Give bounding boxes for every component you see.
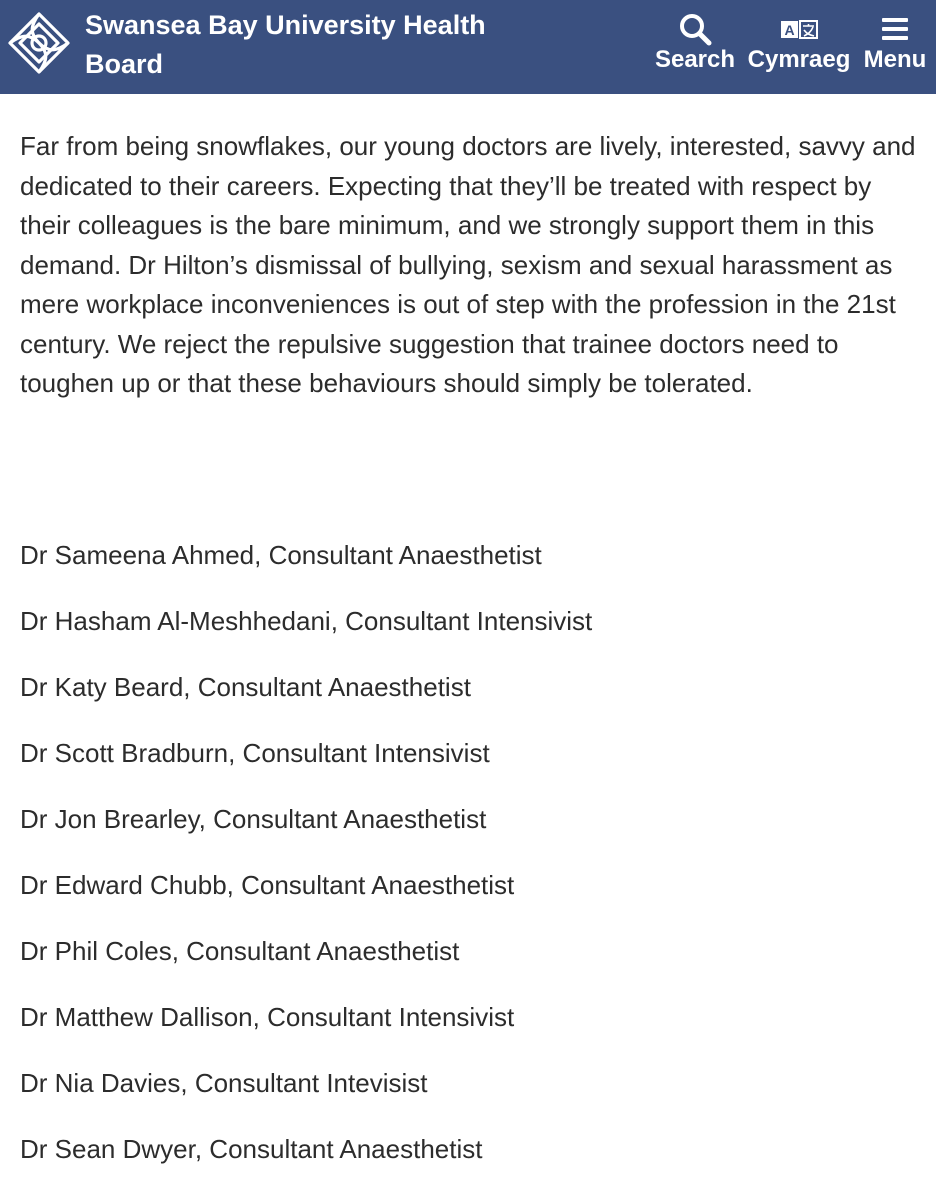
signatory-item: Dr Hasham Al-Meshhedani, Consultant Intensivist bbox=[20, 606, 593, 636]
site-title-line-1: Swansea Bay University Health bbox=[85, 10, 486, 40]
site-title[interactable] bbox=[85, 6, 486, 84]
search-icon bbox=[650, 12, 740, 46]
site-header bbox=[0, 0, 936, 94]
signatory-item: Dr Phil Coles, Consultant Anaesthetist bbox=[20, 936, 460, 966]
signatory-item: Dr Sameena Ahmed, Consultant Anaesthetist bbox=[20, 540, 542, 570]
signatory-item: Dr Scott Bradburn, Consultant Intensivist bbox=[20, 738, 490, 768]
health-board-logo[interactable] bbox=[6, 10, 72, 76]
translate-icon bbox=[744, 12, 854, 46]
article-body bbox=[20, 127, 916, 404]
signatory-item: Dr Jon Brearley, Consultant Anaesthetist bbox=[20, 804, 487, 834]
search-label: Search bbox=[654, 46, 736, 73]
hamburger-menu-icon bbox=[858, 12, 932, 46]
site-title-line-2: Board bbox=[85, 49, 164, 79]
search-button[interactable] bbox=[650, 12, 740, 82]
menu-label: Menu bbox=[863, 46, 927, 73]
article-paragraph: Far from being snowflakes, our young doctors are lively, interested, savvy and dedicated to their careers. Expecting that they’ll be treated with respect by their colleagues is the bare minimum, and we strongly support them in this demand. Dr Hilton’s dismissal of bullying, sexism and sexual harassment as mere workplace inconveniences is out of step with the profession in the 21st century. We reject the repulsive suggestion that trainee doctors need to toughen up or that these behaviours should simply be tolerated. bbox=[20, 131, 916, 398]
signatory-list bbox=[20, 536, 916, 1196]
language-label: Cymraeg bbox=[747, 46, 851, 73]
signatory-item: Dr Edward Chubb, Consultant Anaesthetist bbox=[20, 870, 515, 900]
signatory-item: Dr Katy Beard, Consultant Anaesthetist bbox=[20, 672, 471, 702]
signatory-item: Dr Sean Dwyer, Consultant Anaesthetist bbox=[20, 1134, 483, 1164]
svg-text:A: A bbox=[784, 22, 795, 38]
menu-button[interactable] bbox=[858, 12, 932, 82]
signatory-item: Dr Nia Davies, Consultant Intevisist bbox=[20, 1068, 428, 1098]
language-toggle-button[interactable] bbox=[744, 12, 854, 82]
signatory-item: Dr Matthew Dallison, Consultant Intensivist bbox=[20, 1002, 515, 1032]
